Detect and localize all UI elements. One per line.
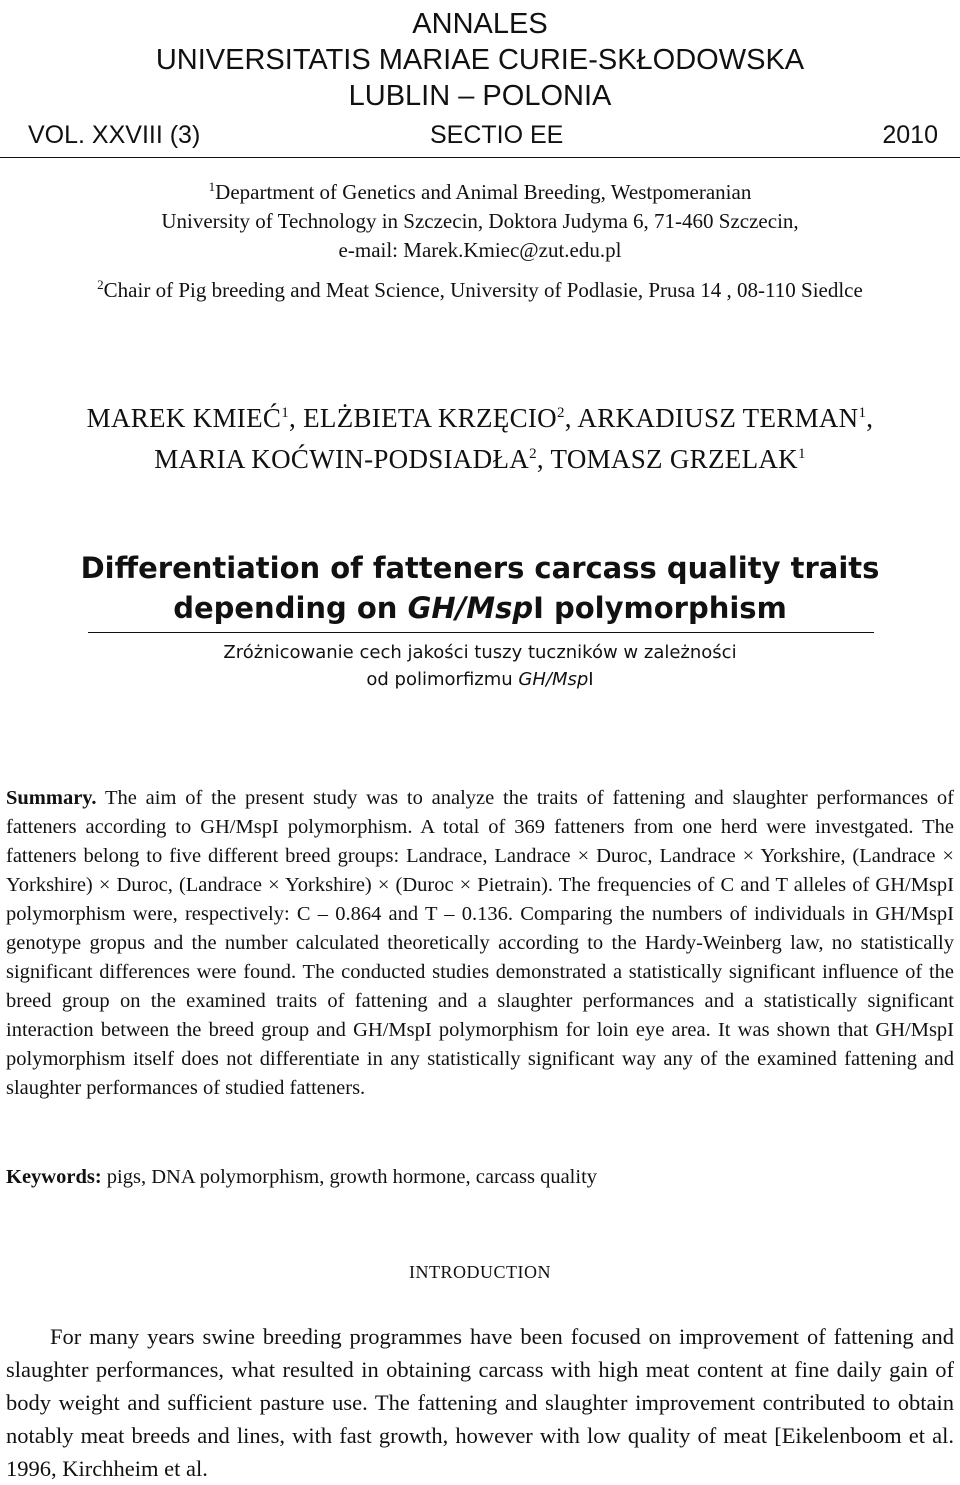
title-gene: GH/Msp bbox=[407, 591, 534, 625]
volume-row bbox=[0, 121, 960, 157]
keywords-text: pigs, DNA polymorphism, growth hormone, carcass quality bbox=[101, 1166, 598, 1188]
year: 2010 bbox=[882, 121, 938, 149]
section: SECTIO EE bbox=[430, 121, 564, 149]
journal-line1: ANNALES bbox=[412, 8, 548, 40]
author-2-affil: 2 bbox=[556, 405, 565, 421]
subtitle-gene: GH/Msp bbox=[518, 669, 589, 690]
author-5-affil: 1 bbox=[797, 446, 806, 462]
affiliation-1-email: e-mail: Marek.Kmiec@zut.edu.pl bbox=[338, 238, 622, 262]
affiliation-1-line2: University of Technology in Szczecin, Doktora Judyma 6, 71-460 Szczecin, bbox=[161, 209, 799, 233]
title-line2-pre: depending on bbox=[173, 591, 408, 625]
subtitle-line2 bbox=[0, 666, 960, 693]
author-4: MARIA KOĆWIN-PODSIADŁA bbox=[154, 444, 530, 474]
title-line1: Differentiation of fatteners carcass quality traits bbox=[80, 551, 880, 585]
author-2: ELŻBIETA KRZĘCIO bbox=[303, 403, 557, 433]
author-5: TOMASZ GRZELAK bbox=[550, 444, 798, 474]
author-list: MAREK KMIEĆ$^1$, ELŻBIETA KRZĘCIO$^2$, ARKADIUSZ TERMAN$^1$, MARIA KOĆWIN-PODSIADŁA$^2$, TOMASZ GRZELAK$^1$ bbox=[86, 403, 874, 474]
journal-name bbox=[0, 6, 960, 114]
affiliation-2-number: 2 bbox=[97, 277, 104, 292]
affiliation-1-number: 1 bbox=[208, 179, 216, 194]
title-line2-post: I polymorphism bbox=[533, 591, 787, 625]
subtitle-line2-pre: od polimorfizmu bbox=[366, 669, 519, 690]
author-3: ARKADIUSZ TERMAN bbox=[577, 403, 859, 433]
polish-title bbox=[0, 639, 960, 693]
summary-paragraph bbox=[6, 784, 954, 1103]
author-1-affil: 1 bbox=[281, 405, 290, 421]
header-rule bbox=[0, 157, 960, 158]
volume: VOL. XXVIII (3) bbox=[28, 121, 201, 149]
subtitle-line1: Zróżnicowanie cech jakości tuszy tuczników w zależności bbox=[223, 642, 737, 663]
author-1: MAREK KMIEĆ bbox=[86, 403, 282, 433]
title-line2 bbox=[0, 588, 960, 628]
summary-text: The aim of the present study was to analyze the traits of fattening and slaughter performances of fatteners according to GH/MspI polymorphism. A total of 369 fatteners from one herd were investgated. The fatteners belong to five different breed groups: Landrace, Landrace × Duroc, Landrace × Yorkshire, (Landrace × Yorkshire) × Duroc, (Landrace × Yorkshire) × (Duroc × Pietrain). The frequencies of C and T alleles of GH/MspI polymorphism were, respectively: C – 0.864 and T – 0.136. Comparing the numbers of individuals in GH/MspI genotype gropus and the number calculated theoretically according to the Hardy-Weinberg law, no statistically significant differences were found. The conducted studies demonstrated a statistically significant influence of the breed group on the examined traits of fattening and a slaughter performances and a statistically significant interaction between the breed group and GH/MspI polymorphism for loin eye area. It was shown that GH/MspI polymorphism itself does not differentiate in any statistically significant way any of the examined fattening and slaughter performances of studied fatteners. bbox=[6, 787, 954, 1099]
introduction-paragraph: For many years swine breeding programmes have been focused on improvement of fattening and slaughter performances, what resulted in obtaining carcass with high meat content at fine daily gain of body weight and sufficient pasture use. The fattening and slaughter improvement contributed to obtain notably meat breeds and lines, with fast growth, however with low quality of meat [Eikelenboom et al. 1996, Kirchheim et al. bbox=[6, 1324, 954, 1481]
author-4-affil: 2 bbox=[529, 446, 537, 462]
title-rule bbox=[88, 632, 874, 633]
journal-line2: UNIVERSITATIS MARIAE CURIE-SKŁODOWSKA bbox=[155, 44, 805, 76]
author-3-affil: 1 bbox=[858, 405, 867, 421]
affiliation-2 bbox=[0, 270, 960, 305]
introduction-heading: INTRODUCTION bbox=[409, 1262, 551, 1282]
subtitle-line2-post: I bbox=[588, 669, 594, 690]
affiliation-2-text: Chair of Pig breeding and Meat Science, University of Podlasie, Prusa 14 , 08-110 Siedlce bbox=[103, 278, 863, 302]
affiliation-1 bbox=[0, 172, 960, 265]
summary-label: Summary. bbox=[6, 787, 97, 809]
affiliation-1-line1: Department of Genetics and Animal Breeding, Westpomeranian bbox=[215, 180, 752, 204]
journal-line3: LUBLIN – POLONIA bbox=[348, 80, 612, 112]
keywords-label: Keywords: bbox=[6, 1166, 102, 1188]
paper-title bbox=[0, 548, 960, 628]
keywords-paragraph bbox=[6, 1163, 954, 1192]
